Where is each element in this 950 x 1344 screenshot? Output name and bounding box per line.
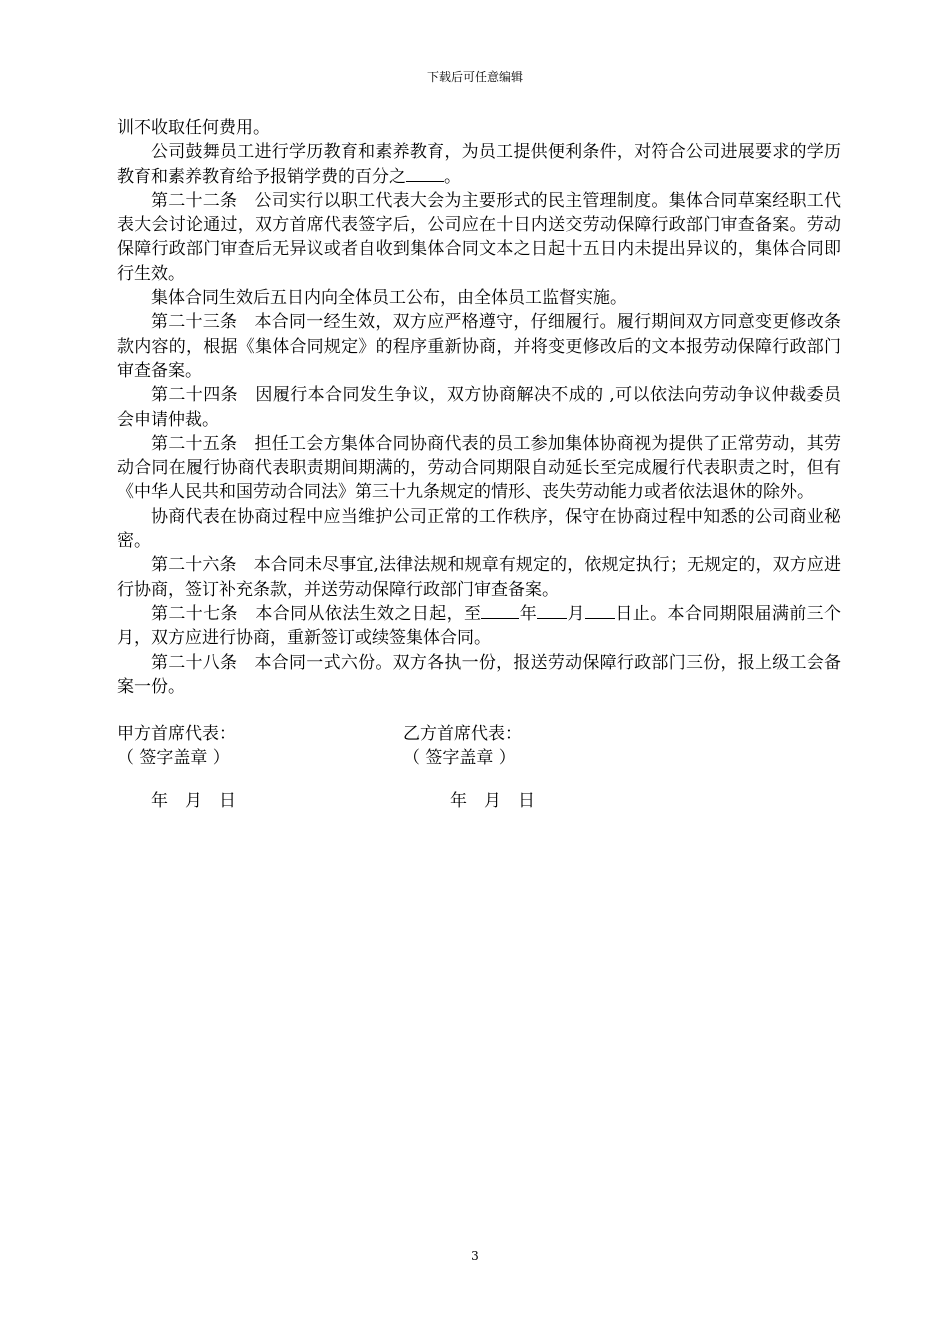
party-a-date: 年 月 日 [151,791,236,811]
paragraph-article-25: 第二十五条 担任工会方集体合同协商代表的员工参加集体协商视为提供了正常劳动，其劳动合同在履行协商代表职责期间期满的，劳动合同期限自动延长至完成履行代表职责之时，但有《中华人民共和国劳动合同法》第三十九条规定的情形、丧失劳动能力或者依法退休的除外。 [117,433,841,503]
paragraph-3: 集体合同生效后五日内向全体员工公布，由全体员工监督实施。 [151,288,627,309]
party-b-label: 乙方首席代表： [403,724,522,744]
paragraph-article-26: 第二十六条 本合同未尽事宜,法律法规和规章有规定的，依规定执行；无规定的，双方应进行协商，签订补充条款，并送劳动保障行政部门审查备案。 [117,555,841,600]
paragraph-1: 公司鼓舞员工进行学历教育和素养教育，为员工提供便利条件，对符合公司进展要求的学历教育和素养教育给予报销学费的百分之 。 [117,142,841,187]
paragraph-article-27: 第二十七条 本合同从依法生效之日起，至 年 月 日止。本合同期限届满前三个月，双方应进行协商，重新签订或续签集体合同。 [117,603,842,649]
party-a-label: 甲方首席代表： [117,724,236,744]
page-number: 3 [471,1249,479,1263]
party-b-date: 年 月 日 [450,791,535,811]
party-a-seal: （ 签字盖章 ） [117,748,230,768]
party-b-signature [403,722,522,770]
month-blank [537,603,567,619]
paragraph-article-23: 第二十三条 本合同一经生效，双方应严格遵守，仔细履行。履行期间双方同意变更修改条款内容的，根据《集体合同规定》的程序重新协商，并将变更修改后的文本报劳动保障行政部门审查备案。 [117,312,841,381]
party-b-seal: （ 签字盖章 ） [403,748,516,768]
document-body [117,116,841,699]
year-blank [481,603,519,619]
paragraph-article-22: 第二十二条 公司实行以职工代表大会为主要形式的民主管理制度。集体合同草案经职工代表大会讨论通过，双方首席代表签字后，公司应在十日内送交劳动保障行政部门审查备案。劳动保障行政部门审查后无异议或者自收到集体合同文本之日起十五日内未提出异议的，集体合同即行生效。 [117,190,841,284]
blank-line [406,166,444,182]
page-header: 下载后可任意编辑 [426,70,523,84]
day-blank [585,603,615,619]
paragraph-0: 训不收取任何费用。 [117,118,270,138]
paragraph-7: 协商代表在协商过程中应当维护公司正常的工作秩序，保守在协商过程中知悉的公司商业秘密。 [117,506,841,552]
paragraph-article-24: 第二十四条 因履行本合同发生争议，双方协商解决不成的 ,可以依法向劳动争议仲裁委员会申请仲裁。 [117,385,841,430]
party-a-signature [117,722,236,770]
paragraph-article-28: 第二十八条 本合同一式六份。双方各执一份，报送劳动保障行政部门三份，报上级工会备案一份。 [117,652,841,697]
